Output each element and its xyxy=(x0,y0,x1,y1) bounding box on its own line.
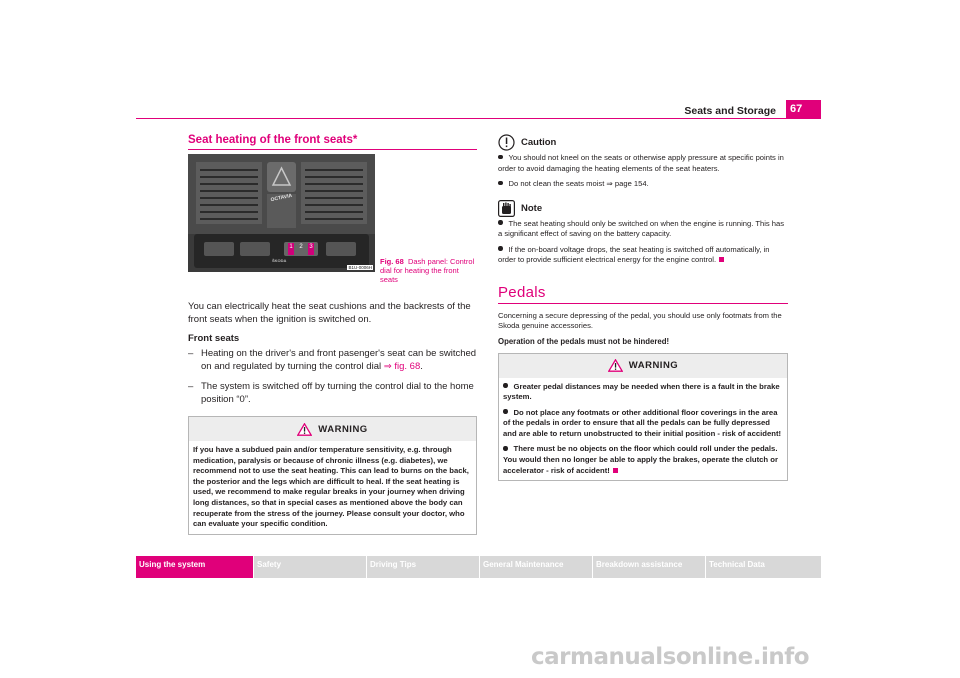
note-item-text: The seat heating should only be switched on when the engine is running. This has a significant effect of saving on the battery capacity. xyxy=(498,218,785,238)
bullet-icon xyxy=(498,220,503,225)
note-hand-icon xyxy=(498,200,515,217)
dash-marker: – xyxy=(188,381,194,392)
note-item xyxy=(498,245,788,266)
footer-tab-technical-data[interactable]: Technical Data xyxy=(706,556,821,578)
dial-mark-1: 1 xyxy=(289,244,293,250)
caution-exclamation-icon xyxy=(498,134,515,151)
note-item-text: If the on-board voltage drops, the seat heating is switched off automatically, in order to provide sufficient electrical energy for the engine control. xyxy=(498,244,770,264)
warning-body xyxy=(499,378,787,481)
figure-caption-text: Dash panel: Control dial for heating the front seats xyxy=(380,257,475,284)
dial-mark-3: 3 xyxy=(309,244,313,250)
step-item xyxy=(188,380,477,406)
fig-68-link[interactable]: ⇒ fig. 68 xyxy=(383,361,421,372)
caution-block xyxy=(498,134,788,190)
note-item xyxy=(498,219,788,240)
bullet-icon xyxy=(498,181,503,186)
caution-item-text: Do not clean the seats moist ⇒ page 154. xyxy=(508,179,649,188)
warning-text: If you have a subdued pain and/or temperature sensitivity, e.g. through medication, paralysis or because of chronic illness (e.g. diabetes), we recommend not to use the seat heating. This can lead to burns on the back, the posterior and the legs which are difficult to heal. If the seat heating is used, we recommend to make regular breaks in your journey when driving long distances, so that in special cases as mentioned above the body can recuperate from the stress of the journey. Please consult your doctor, who can evaluate your specific condition. xyxy=(193,445,469,529)
warning-triangle-icon xyxy=(608,359,623,372)
step-text: The system is switched off by turning the control dial to the home position “0”. xyxy=(201,381,474,405)
seat-heating-intro: You can electrically heat the seat cushions and the backrests of the front seats when the ignition is switched on. xyxy=(188,301,471,325)
footer-tab-safety[interactable]: Safety xyxy=(254,556,366,578)
pedals-subheading: Operation of the pedals must not be hindered! xyxy=(498,336,670,346)
note-title: Note xyxy=(521,202,543,214)
figure-68 xyxy=(188,154,477,284)
skoda-logo-text: ŠKODA xyxy=(272,258,287,263)
bullet-icon xyxy=(503,383,508,388)
page-header-title: Seats and Storage xyxy=(684,105,776,117)
dash-panel-photo xyxy=(188,154,375,272)
page-number: 67 xyxy=(786,100,821,118)
warning-body xyxy=(189,441,476,534)
footer-tab-driving-tips[interactable]: Driving Tips xyxy=(367,556,479,578)
warning-header xyxy=(499,354,787,378)
bullet-icon xyxy=(503,409,508,414)
footer-tab-breakdown-assistance[interactable]: Breakdown assistance xyxy=(593,556,705,578)
front-seats-subheading: Front seats xyxy=(188,333,240,344)
caution-item xyxy=(498,179,788,190)
warning-title: WARNING xyxy=(318,423,368,435)
site-watermark: carmanualsonline.info xyxy=(531,644,810,670)
bullet-icon xyxy=(503,446,508,451)
left-column xyxy=(188,134,477,535)
warning-title: WARNING xyxy=(628,360,679,371)
dash-panel-illustration xyxy=(188,154,375,272)
footer-tab-general-maintenance[interactable]: General Maintenance xyxy=(480,556,592,578)
step-item xyxy=(188,347,477,373)
figure-label: Fig. 68 xyxy=(380,257,404,266)
bullet-icon xyxy=(498,246,503,251)
octavia-badge: OCTAVIA xyxy=(270,192,293,204)
warning-item xyxy=(503,444,783,476)
warning-item-text: There must be no objects on the floor which could roll under the pedals. You would then no longer be able to apply the brakes, operate the clutch or accelerator - risk of accident! xyxy=(503,444,778,475)
caution-item xyxy=(498,153,788,174)
warning-header xyxy=(189,417,476,441)
pedals-warning-box xyxy=(498,353,788,482)
dash-marker: – xyxy=(188,348,194,359)
dial-mark-2: 2 xyxy=(299,244,303,250)
caution-title: Caution xyxy=(521,137,557,148)
section-heading-seat-heating: Seat heating of the front seats* xyxy=(188,134,477,150)
warning-triangle-icon xyxy=(297,423,312,436)
pedals-section xyxy=(498,284,788,482)
note-header xyxy=(498,200,788,217)
step-text xyxy=(201,347,477,373)
warning-item xyxy=(503,408,783,440)
seat-heating-warning-box xyxy=(188,416,477,535)
header-rule xyxy=(136,118,821,119)
figure-image-code: B1U-0006H xyxy=(348,265,372,270)
warning-item xyxy=(503,382,783,403)
caution-header xyxy=(498,134,788,151)
section-heading-pedals: Pedals xyxy=(498,284,788,304)
warning-item-text: Do not place any footmats or other additional floor coverings in the area of the pedals in order to ensure that all the pedals can be fully depressed and are able to return unobstructed to their initial position - risk of accident! xyxy=(503,407,782,438)
warning-item-text: Greater pedal distances may be needed when there is a fault in the brake system. xyxy=(503,381,780,402)
section-end-marker xyxy=(613,468,618,473)
caution-item-text: You should not kneel on the seats or otherwise apply pressure at specific points in order to avoid damaging the heating elements of the seat heaters. xyxy=(498,153,784,173)
section-end-marker xyxy=(719,257,724,262)
bullet-icon xyxy=(498,155,503,160)
step-body: Heating on the driver's and front pasenger's seat can be switched on and regulated by turning the control dial xyxy=(201,348,477,372)
pedals-intro: Concerning a secure depressing of the pedal, you should use only footmats from the Skoda genuine accessories. xyxy=(498,310,782,330)
footer-tab-using-the-system[interactable]: Using the system xyxy=(136,556,253,578)
figure-caption xyxy=(380,154,476,284)
right-column xyxy=(498,134,788,481)
note-block xyxy=(498,200,788,266)
step-end: . xyxy=(420,361,423,372)
